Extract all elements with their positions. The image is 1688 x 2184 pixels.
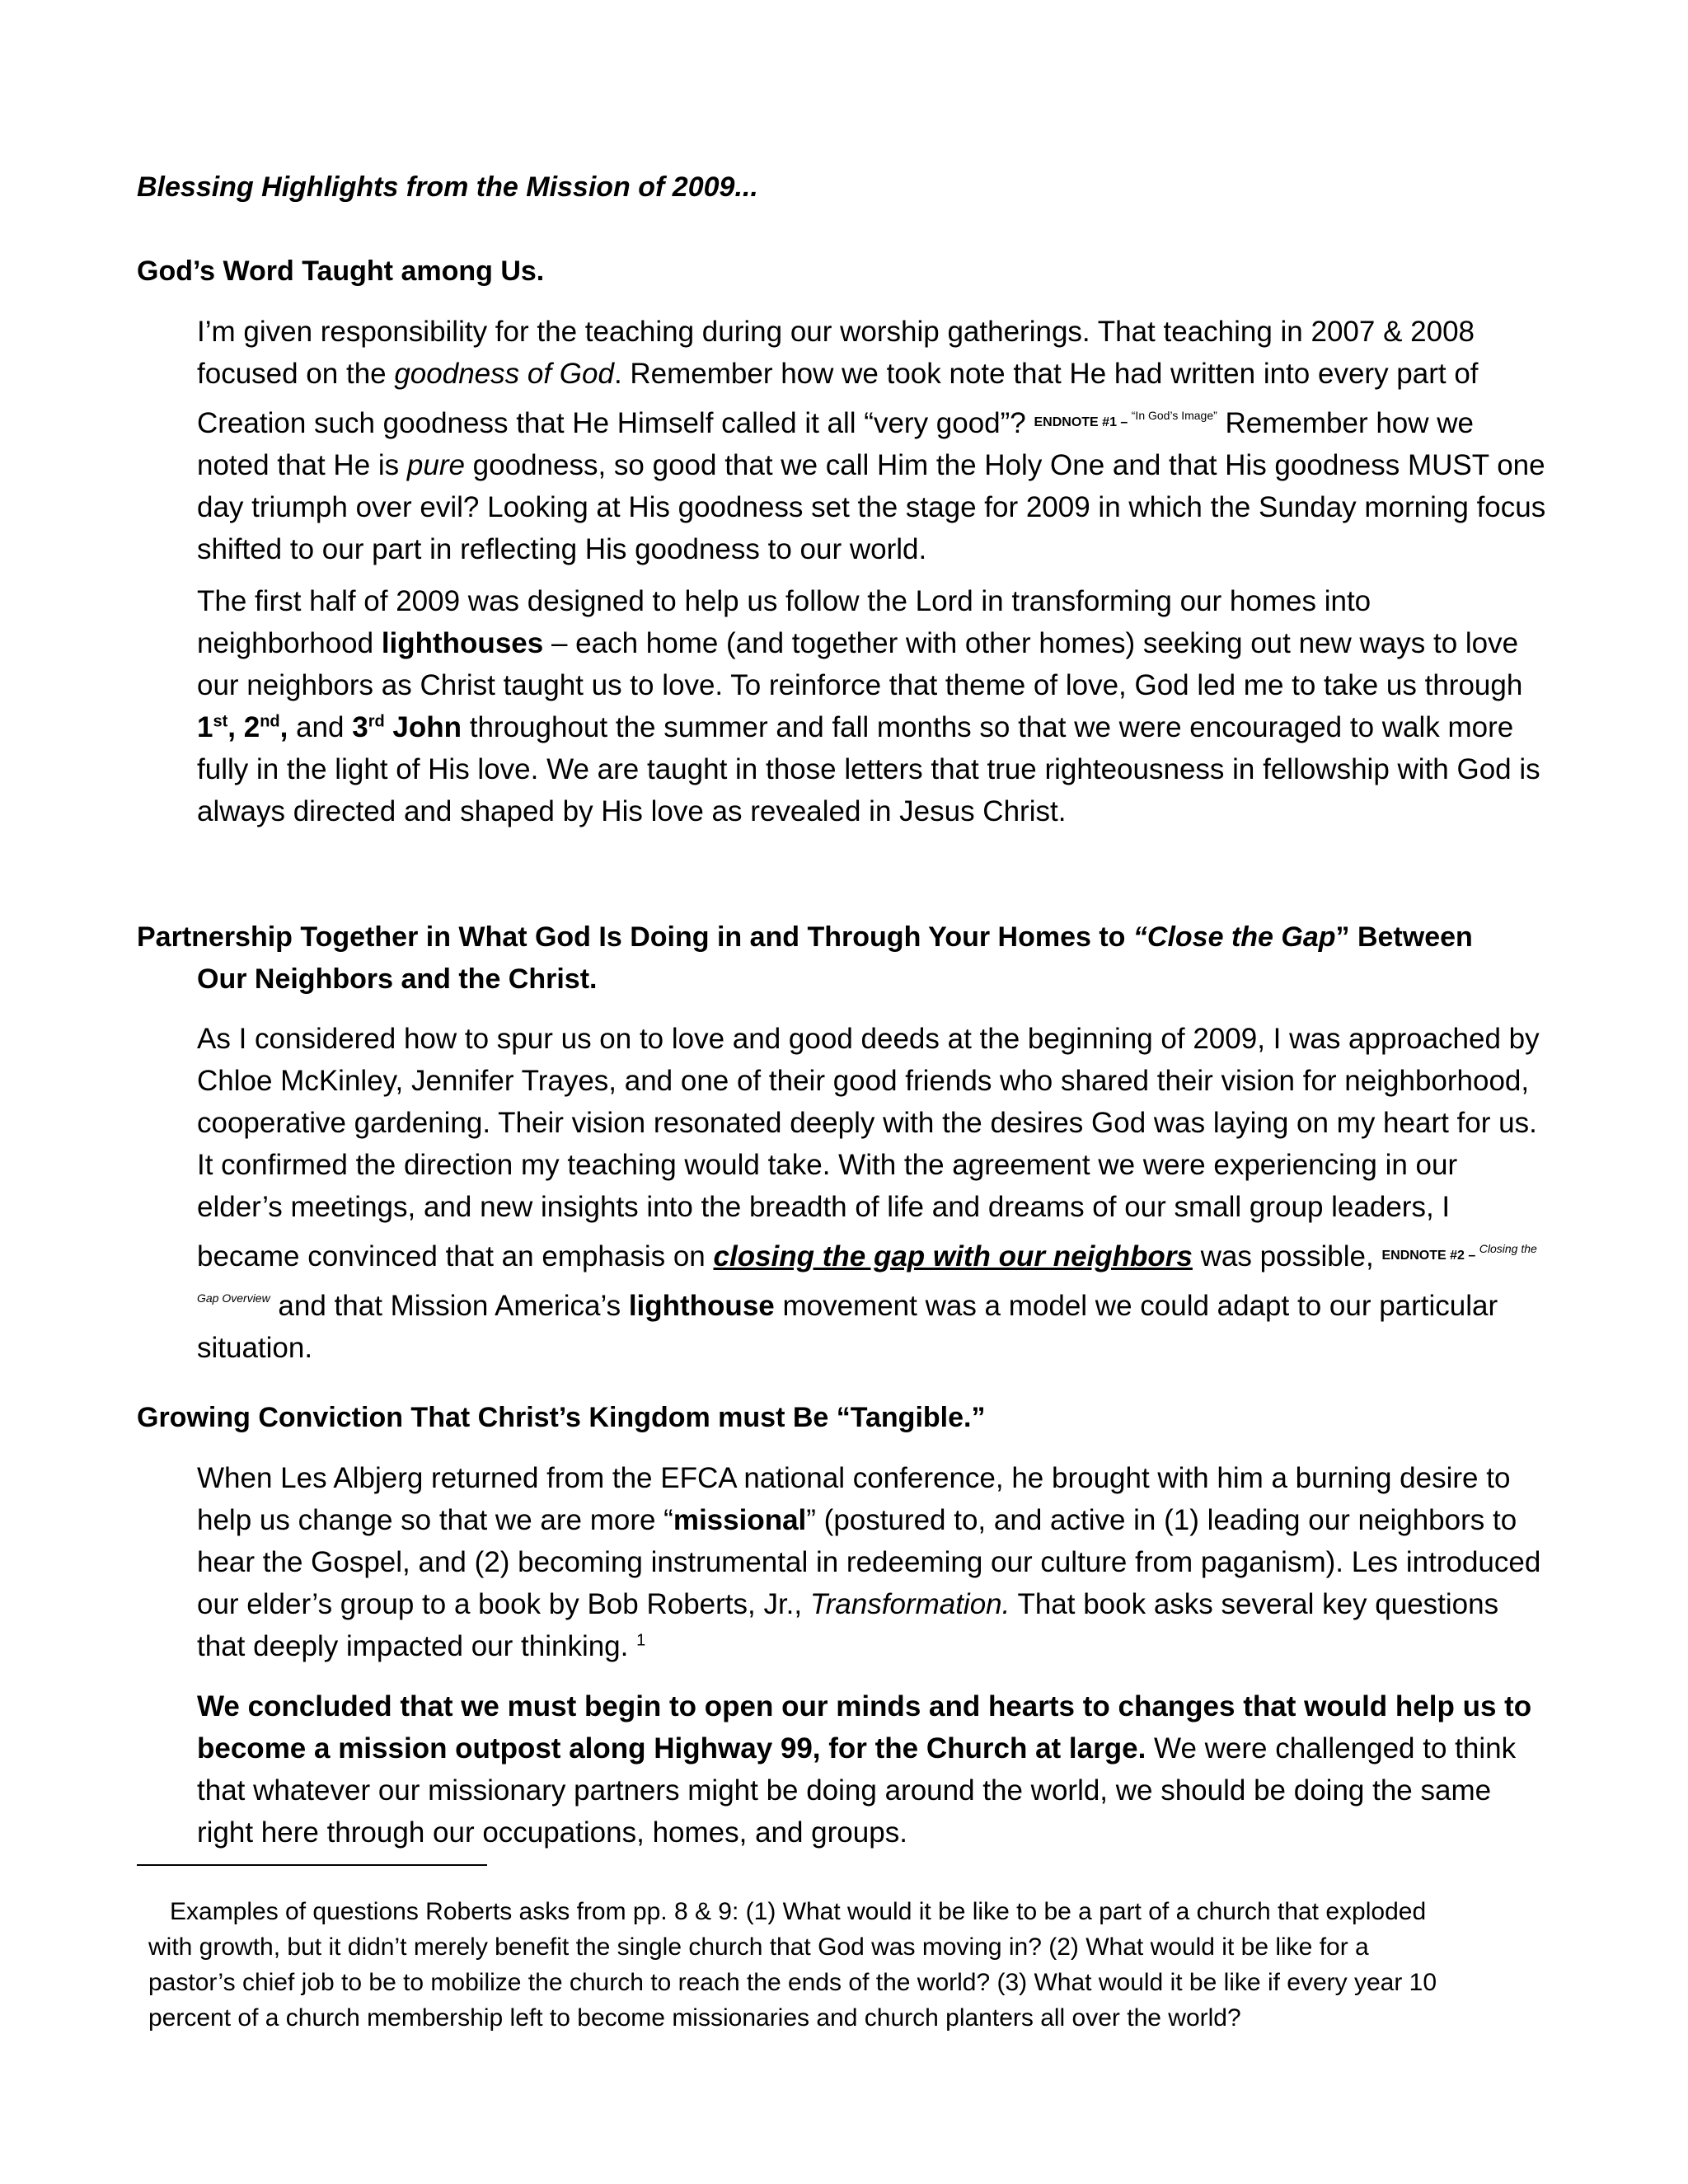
section-heading-partnership: Partnership Together in What God Is Doing in and Through Your Homes to “Close the Gap” Between Our Neighbors and the Christ. (137, 921, 1473, 995)
document-title: Blessing Highlights from the Mission of 2009... (137, 171, 758, 203)
endnote-2-label: ENDNOTE #2 – Closing the Gap Overview (197, 1242, 1537, 1305)
paragraph-mission-outpost: We concluded that we must begin to open our minds and hearts to changes that would help us to become a mission outpost along Highway 99, for the Church at large. We were challenged to think that whatever our missionary partners might be doing around the world, we should be doing the same right here through our occupations, homes, and groups. (197, 1690, 1532, 1849)
endnote-1-label: ENDNOTE #1 – “In God’s Image” (1034, 409, 1217, 429)
section-heading-gods-word: God’s Word Taught among Us. (137, 255, 545, 287)
footnote-divider (137, 1864, 487, 1866)
footnote-marker: 1 (636, 1631, 646, 1650)
paragraph-missional: When Les Albjerg returned from the EFCA national conference, he brought with him a burning desire to help us change so that we are more “missional” (postured to, and active in (1) leading our neighbors to hear the Gospel, and (2) becoming instrumental in redeeming our culture from paganism). Les introduced our elder’s group to a book by Bob Roberts, Jr., Transformation. That book asks several key questions that deeply impacted our thinking. $^1$ (197, 1462, 1541, 1662)
footnote-text: Examples of questions Roberts asks from pp. 8 & 9: (1) What would it be like to be a part of a church that exploded with growth, but it didn’t merely benefit the single church that God was moving in? (2) What would it be like for a pastor’s chief job to be to mobilize the church to reach the ends of the world? (3) What would it be like if every year 10 percent of a church membership left to become missionaries and church planters all over the world? (148, 1898, 1437, 2032)
paragraph-gardening: As I considered how to spur us on to love and good deeds at the beginning of 2009, I was approached by Chloe McKinley, Jennifer Trayes, and one of their good friends who shared their vision for neighborhood, cooperative gardening. Their vision resonated deeply with the desires God was laying on my heart for us. It confirmed the direction my teaching would take. With the agreement we were experiencing in our elder’s meetings, and new insights into the breadth of life and dreams of our small group leaders, I became convinced that an emphasis on closing the gap with our neighbors was possible, $^{ENDNOTE \#2 - Closing the Gap Overview}$ and that Mission America’s lighthouse movement was a model we could adapt to our particular situation. (197, 1023, 1540, 1364)
paragraph-lighthouses: The first half of 2009 was designed to help us follow the Lord in transforming our homes into neighborhood lighthouses – each home (and together with other homes) seeking out new ways to love our neighbors as Christ taught us to love. To reinforce that theme of love, God led me to take us through 1st, 2nd, and 3rd John throughout the summer and fall months so that we were encouraged to walk more fully in the light of His love. We are taught in those letters that true righteousness in fellowship with God is always directed and shaped by His love as revealed in Jesus Christ. (197, 585, 1540, 827)
section-heading-kingdom: Growing Conviction That Christ’s Kingdom must Be “Tangible.” (137, 1402, 986, 1433)
paragraph-teaching: I’m given responsibility for the teaching during our worship gatherings. That teaching in 2007 & 2008 focused on the goodness of God. Remember how we took note that He had written into every part of Creation such goodness that He Himself called it all “very good”? $^{ENDNOTE \#1 - “In God’s Image”}$ Remember how we noted that He is pure goodness, so good that we call Him the Holy One and that His goodness MUST one day triumph over evil? Looking at His goodness set the stage for 2009 in which the Sunday morning focus shifted to our part in reflecting His goodness to our world. (197, 316, 1546, 565)
